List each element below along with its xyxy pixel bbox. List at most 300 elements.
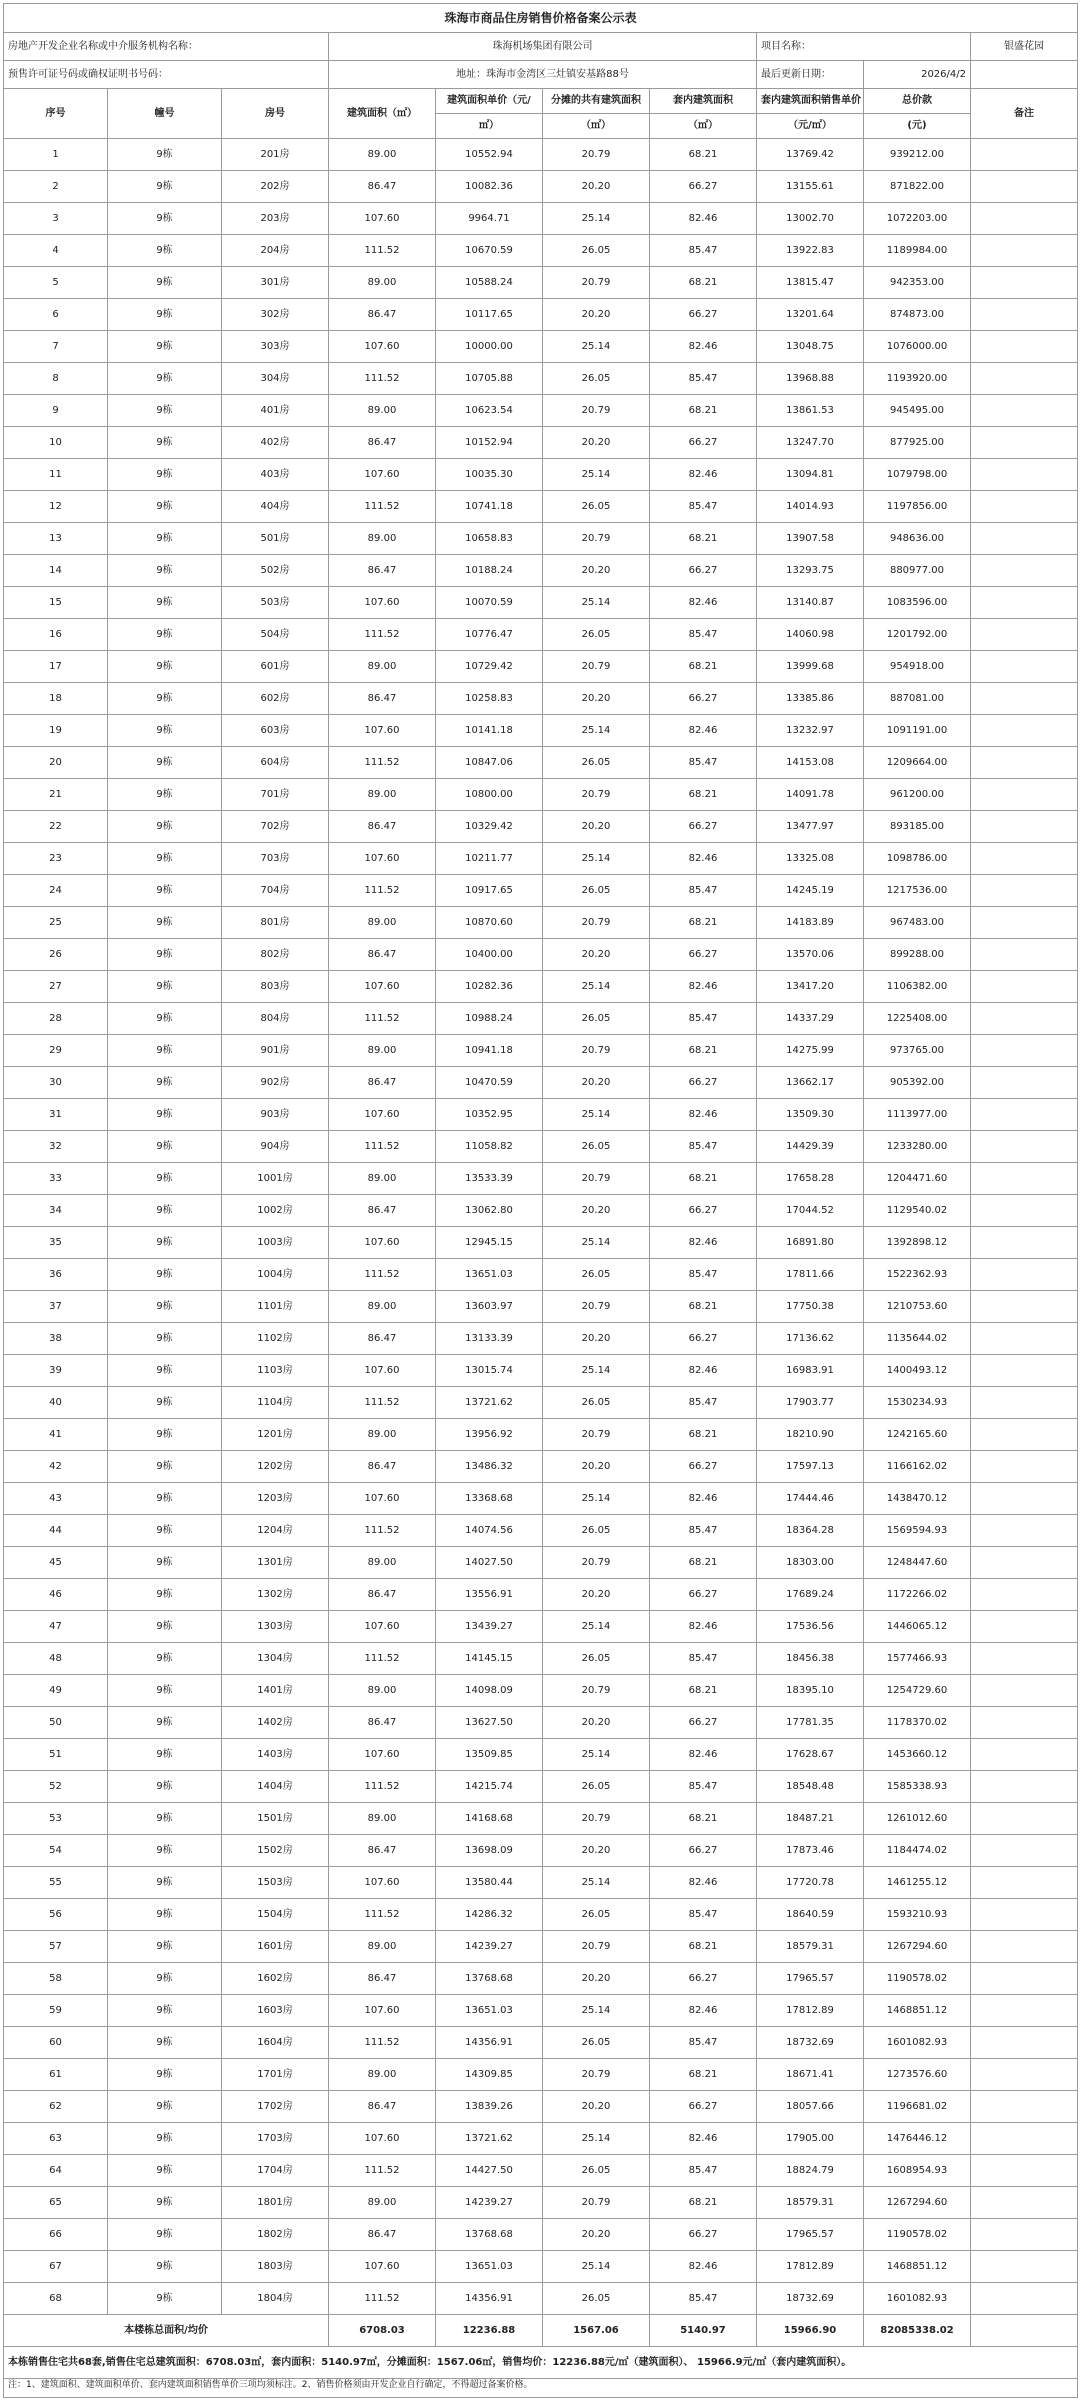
row-remark [971, 875, 1078, 907]
row-area: 111.52 [329, 1259, 436, 1291]
table-row [4, 1995, 1078, 2027]
row-inner-price: 13417.20 [757, 971, 864, 1003]
row-area: 86.47 [329, 427, 436, 459]
row-remark [971, 1931, 1078, 1963]
row-room: 701房 [222, 779, 329, 811]
row-inner-price: 18671.41 [757, 2059, 864, 2091]
row-unit-price: 13956.92 [436, 1419, 543, 1451]
row-building: 9栋 [108, 1547, 222, 1579]
row-inner: 85.47 [650, 1771, 757, 1803]
row-unit-price: 10188.24 [436, 555, 543, 587]
row-inner-price: 14275.99 [757, 1035, 864, 1067]
row-inner-price: 17658.28 [757, 1163, 864, 1195]
row-shared: 26.05 [543, 363, 650, 395]
row-shared: 26.05 [543, 1515, 650, 1547]
row-room: 1003房 [222, 1227, 329, 1259]
row-seq: 40 [4, 1387, 108, 1419]
row-remark [971, 1963, 1078, 1995]
row-shared: 20.20 [543, 555, 650, 587]
row-area: 86.47 [329, 1067, 436, 1099]
row-inner: 68.21 [650, 523, 757, 555]
row-remark [971, 1899, 1078, 1931]
totals-shared: 1567.06 [543, 2315, 650, 2347]
row-remark [971, 747, 1078, 779]
table-row [4, 1067, 1078, 1099]
row-unit-price: 10035.30 [436, 459, 543, 491]
row-area: 111.52 [329, 1899, 436, 1931]
row-inner: 68.21 [650, 1291, 757, 1323]
row-remark [971, 2123, 1078, 2155]
row-remark [971, 171, 1078, 203]
row-unit-price: 14239.27 [436, 2187, 543, 2219]
row-area: 89.00 [329, 1163, 436, 1195]
row-unit-price: 10917.65 [436, 875, 543, 907]
row-building: 9栋 [108, 971, 222, 1003]
row-area: 107.60 [329, 1867, 436, 1899]
row-inner: 85.47 [650, 2283, 757, 2315]
row-seq: 28 [4, 1003, 108, 1035]
row-area: 89.00 [329, 1419, 436, 1451]
row-seq: 26 [4, 939, 108, 971]
row-area: 111.52 [329, 235, 436, 267]
row-shared: 20.20 [543, 2219, 650, 2251]
row-seq: 48 [4, 1643, 108, 1675]
row-total-price: 1601082.93 [864, 2027, 971, 2059]
row-shared: 26.05 [543, 1899, 650, 1931]
row-unit-price: 10352.95 [436, 1099, 543, 1131]
row-unit-price: 13721.62 [436, 2123, 543, 2155]
row-unit-price: 10870.60 [436, 907, 543, 939]
row-unit-price: 10070.59 [436, 587, 543, 619]
row-remark [971, 2059, 1078, 2091]
totals-label: 本楼栋总面积/均价 [4, 2315, 329, 2347]
row-area: 111.52 [329, 2155, 436, 2187]
row-remark [971, 715, 1078, 747]
row-area: 89.00 [329, 779, 436, 811]
row-inner-price: 13769.42 [757, 139, 864, 171]
row-total-price: 874873.00 [864, 299, 971, 331]
row-total-price: 1193920.00 [864, 363, 971, 395]
row-room: 1203房 [222, 1483, 329, 1515]
row-building: 9栋 [108, 331, 222, 363]
row-total-price: 1106382.00 [864, 971, 971, 1003]
row-inner: 82.46 [650, 1355, 757, 1387]
row-area: 89.00 [329, 907, 436, 939]
row-total-price: 1400493.12 [864, 1355, 971, 1387]
row-seq: 67 [4, 2251, 108, 2283]
row-inner-price: 18640.59 [757, 1899, 864, 1931]
row-room: 1301房 [222, 1547, 329, 1579]
row-seq: 4 [4, 235, 108, 267]
row-total-price: 880977.00 [864, 555, 971, 587]
row-room: 1204房 [222, 1515, 329, 1547]
table-row [4, 1355, 1078, 1387]
row-room: 403房 [222, 459, 329, 491]
row-area: 89.00 [329, 1803, 436, 1835]
row-area: 89.00 [329, 395, 436, 427]
row-remark [971, 267, 1078, 299]
row-building: 9栋 [108, 1387, 222, 1419]
developer-value: 珠海机场集团有限公司 [329, 33, 757, 61]
row-building: 9栋 [108, 427, 222, 459]
row-seq: 53 [4, 1803, 108, 1835]
row-shared: 20.20 [543, 939, 650, 971]
row-unit-price: 10552.94 [436, 139, 543, 171]
row-total-price: 1476446.12 [864, 2123, 971, 2155]
row-remark [971, 619, 1078, 651]
row-seq: 25 [4, 907, 108, 939]
price-table [3, 3, 1078, 2398]
row-building: 9栋 [108, 1899, 222, 1931]
row-remark [971, 1995, 1078, 2027]
row-shared: 25.14 [543, 459, 650, 491]
row-inner-price: 18456.38 [757, 1643, 864, 1675]
row-unit-price: 14215.74 [436, 1771, 543, 1803]
row-inner: 82.46 [650, 459, 757, 491]
note-text: 注：1、建筑面积、建筑面积单价、套内建筑面积销售单价三项均须标注。2、销售价格须由开发企业自行确定，不得超过备案价格。 [4, 2379, 1078, 2398]
row-building: 9栋 [108, 2155, 222, 2187]
row-remark [971, 939, 1078, 971]
row-seq: 23 [4, 843, 108, 875]
row-room: 1803房 [222, 2251, 329, 2283]
table-row [4, 587, 1078, 619]
col-seq: 序号 [4, 89, 108, 139]
row-seq: 63 [4, 2123, 108, 2155]
row-building: 9栋 [108, 2123, 222, 2155]
row-total-price: 1204471.60 [864, 1163, 971, 1195]
row-building: 9栋 [108, 1995, 222, 2027]
row-inner: 85.47 [650, 619, 757, 651]
row-total-price: 1201792.00 [864, 619, 971, 651]
row-building: 9栋 [108, 1419, 222, 1451]
table-row [4, 1003, 1078, 1035]
row-building: 9栋 [108, 1739, 222, 1771]
row-room: 601房 [222, 651, 329, 683]
row-room: 1101房 [222, 1291, 329, 1323]
table-row [4, 619, 1078, 651]
row-inner: 82.46 [650, 331, 757, 363]
row-inner: 68.21 [650, 907, 757, 939]
row-seq: 10 [4, 427, 108, 459]
row-seq: 14 [4, 555, 108, 587]
row-area: 89.00 [329, 139, 436, 171]
row-building: 9栋 [108, 811, 222, 843]
row-shared: 20.20 [543, 683, 650, 715]
row-shared: 20.79 [543, 1291, 650, 1323]
row-inner-price: 18824.79 [757, 2155, 864, 2187]
row-total-price: 1267294.60 [864, 2187, 971, 2219]
row-shared: 25.14 [543, 1739, 650, 1771]
row-inner: 68.21 [650, 1547, 757, 1579]
row-unit-price: 13486.32 [436, 1451, 543, 1483]
row-building: 9栋 [108, 171, 222, 203]
row-inner: 82.46 [650, 2251, 757, 2283]
table-row [4, 203, 1078, 235]
row-shared: 20.20 [543, 1835, 650, 1867]
row-seq: 54 [4, 1835, 108, 1867]
row-inner-price: 18732.69 [757, 2283, 864, 2315]
row-remark [971, 491, 1078, 523]
row-total-price: 948636.00 [864, 523, 971, 555]
row-building: 9栋 [108, 1259, 222, 1291]
row-inner: 68.21 [650, 1931, 757, 1963]
row-seq: 51 [4, 1739, 108, 1771]
row-seq: 2 [4, 171, 108, 203]
row-area: 107.60 [329, 1611, 436, 1643]
row-building: 9栋 [108, 1451, 222, 1483]
row-unit-price: 10847.06 [436, 747, 543, 779]
row-room: 201房 [222, 139, 329, 171]
row-room: 801房 [222, 907, 329, 939]
row-total-price: 1248447.60 [864, 1547, 971, 1579]
row-area: 111.52 [329, 1771, 436, 1803]
row-seq: 12 [4, 491, 108, 523]
row-remark [971, 1227, 1078, 1259]
row-inner-price: 14183.89 [757, 907, 864, 939]
row-remark [971, 427, 1078, 459]
col-inner-unit: （㎡） [650, 114, 757, 139]
row-inner-price: 18579.31 [757, 2187, 864, 2219]
row-remark [971, 523, 1078, 555]
row-total-price: 871822.00 [864, 171, 971, 203]
row-total-price: 1233280.00 [864, 1131, 971, 1163]
row-shared: 25.14 [543, 2123, 650, 2155]
row-room: 704房 [222, 875, 329, 907]
row-shared: 20.79 [543, 1803, 650, 1835]
row-shared: 20.79 [543, 779, 650, 811]
row-building: 9栋 [108, 2251, 222, 2283]
row-inner-price: 18303.00 [757, 1547, 864, 1579]
row-inner-price: 17781.35 [757, 1707, 864, 1739]
row-building: 9栋 [108, 651, 222, 683]
row-inner: 68.21 [650, 1803, 757, 1835]
col-building: 幢号 [108, 89, 222, 139]
row-inner-price: 17720.78 [757, 1867, 864, 1899]
row-remark [971, 1803, 1078, 1835]
row-inner-price: 17044.52 [757, 1195, 864, 1227]
row-shared: 20.79 [543, 1547, 650, 1579]
row-remark [971, 1195, 1078, 1227]
table-row [4, 1963, 1078, 1995]
row-building: 9栋 [108, 1579, 222, 1611]
col-room: 房号 [222, 89, 329, 139]
row-shared: 25.14 [543, 203, 650, 235]
col-remark: 备注 [971, 89, 1078, 139]
row-unit-price: 10400.00 [436, 939, 543, 971]
row-total-price: 1577466.93 [864, 1643, 971, 1675]
row-unit-price: 13627.50 [436, 1707, 543, 1739]
row-shared: 26.05 [543, 1131, 650, 1163]
row-building: 9栋 [108, 2059, 222, 2091]
row-remark [971, 2155, 1078, 2187]
row-building: 9栋 [108, 2187, 222, 2219]
row-area: 89.00 [329, 267, 436, 299]
row-total-price: 945495.00 [864, 395, 971, 427]
row-room: 1402房 [222, 1707, 329, 1739]
row-shared: 25.14 [543, 2251, 650, 2283]
row-inner: 66.27 [650, 1067, 757, 1099]
row-area: 107.60 [329, 1099, 436, 1131]
row-seq: 22 [4, 811, 108, 843]
row-room: 301房 [222, 267, 329, 299]
row-shared: 20.20 [543, 1707, 650, 1739]
table-row [4, 331, 1078, 363]
row-seq: 64 [4, 2155, 108, 2187]
row-seq: 61 [4, 2059, 108, 2091]
row-unit-price: 10658.83 [436, 523, 543, 555]
row-inner: 85.47 [650, 235, 757, 267]
table-row [4, 2091, 1078, 2123]
col-inner: 套内建筑面积 [650, 89, 757, 114]
row-total-price: 1217536.00 [864, 875, 971, 907]
row-room: 502房 [222, 555, 329, 587]
table-row [4, 491, 1078, 523]
row-seq: 32 [4, 1131, 108, 1163]
table-row [4, 715, 1078, 747]
row-room: 1801房 [222, 2187, 329, 2219]
row-remark [971, 2283, 1078, 2315]
table-row [4, 1771, 1078, 1803]
row-area: 107.60 [329, 715, 436, 747]
row-inner: 82.46 [650, 2123, 757, 2155]
row-room: 901房 [222, 1035, 329, 1067]
row-shared: 25.14 [543, 971, 650, 1003]
row-total-price: 1461255.12 [864, 1867, 971, 1899]
row-inner-price: 16891.80 [757, 1227, 864, 1259]
row-shared: 26.05 [543, 875, 650, 907]
row-inner-price: 18210.90 [757, 1419, 864, 1451]
col-inner-price: 套内建筑面积销售单价 [757, 89, 864, 114]
row-room: 303房 [222, 331, 329, 363]
row-inner: 85.47 [650, 1131, 757, 1163]
row-area: 86.47 [329, 811, 436, 843]
row-seq: 45 [4, 1547, 108, 1579]
row-room: 1102房 [222, 1323, 329, 1355]
row-seq: 50 [4, 1707, 108, 1739]
row-shared: 25.14 [543, 1355, 650, 1387]
row-area: 107.60 [329, 971, 436, 1003]
table-row [4, 363, 1078, 395]
row-unit-price: 14168.68 [436, 1803, 543, 1835]
row-area: 111.52 [329, 2027, 436, 2059]
row-total-price: 1601082.93 [864, 2283, 971, 2315]
row-inner: 66.27 [650, 2219, 757, 2251]
row-shared: 26.05 [543, 1003, 650, 1035]
row-area: 86.47 [329, 2219, 436, 2251]
row-area: 111.52 [329, 747, 436, 779]
row-room: 1401房 [222, 1675, 329, 1707]
row-inner-price: 17873.46 [757, 1835, 864, 1867]
row-shared: 25.14 [543, 843, 650, 875]
row-total-price: 1273576.60 [864, 2059, 971, 2091]
row-unit-price: 14239.27 [436, 1931, 543, 1963]
row-inner-price: 13999.68 [757, 651, 864, 683]
row-room: 1703房 [222, 2123, 329, 2155]
row-unit-price: 10141.18 [436, 715, 543, 747]
row-unit-price: 10117.65 [436, 299, 543, 331]
row-remark [971, 587, 1078, 619]
row-remark [971, 139, 1078, 171]
row-room: 203房 [222, 203, 329, 235]
row-room: 1302房 [222, 1579, 329, 1611]
row-shared: 25.14 [543, 331, 650, 363]
row-area: 107.60 [329, 1355, 436, 1387]
page-title: 珠海市商品住房销售价格备案公示表 [4, 4, 1078, 33]
row-seq: 5 [4, 267, 108, 299]
row-inner-price: 17750.38 [757, 1291, 864, 1323]
address: 地址：珠海市金湾区三灶镇安基路88号 [329, 61, 757, 89]
row-area: 107.60 [329, 1739, 436, 1771]
row-total-price: 1196681.02 [864, 2091, 971, 2123]
row-inner-price: 13815.47 [757, 267, 864, 299]
totals-row [4, 2315, 1078, 2347]
table-row [4, 1387, 1078, 1419]
row-shared: 20.79 [543, 395, 650, 427]
row-remark [971, 363, 1078, 395]
row-total-price: 1072203.00 [864, 203, 971, 235]
row-remark [971, 1099, 1078, 1131]
row-area: 111.52 [329, 2283, 436, 2315]
table-row [4, 2155, 1078, 2187]
row-seq: 7 [4, 331, 108, 363]
row-remark [971, 331, 1078, 363]
row-room: 402房 [222, 427, 329, 459]
permit-label: 预售许可证号码或确权证明书号码： [4, 61, 329, 89]
row-room: 1702房 [222, 2091, 329, 2123]
row-room: 604房 [222, 747, 329, 779]
row-total-price: 905392.00 [864, 1067, 971, 1099]
table-row [4, 1515, 1078, 1547]
row-remark [971, 299, 1078, 331]
row-total-price: 1184474.02 [864, 1835, 971, 1867]
row-total-price: 1190578.02 [864, 1963, 971, 1995]
row-building: 9栋 [108, 779, 222, 811]
row-inner: 66.27 [650, 555, 757, 587]
row-room: 1504房 [222, 1899, 329, 1931]
row-room: 1304房 [222, 1643, 329, 1675]
row-room: 1004房 [222, 1259, 329, 1291]
row-total-price: 1254729.60 [864, 1675, 971, 1707]
row-inner-price: 14014.93 [757, 491, 864, 523]
row-remark [971, 843, 1078, 875]
row-inner: 85.47 [650, 363, 757, 395]
row-remark [971, 203, 1078, 235]
table-row [4, 1419, 1078, 1451]
row-inner: 82.46 [650, 715, 757, 747]
row-remark [971, 1835, 1078, 1867]
row-inner: 82.46 [650, 1867, 757, 1899]
row-remark [971, 1579, 1078, 1611]
row-total-price: 1261012.60 [864, 1803, 971, 1835]
row-building: 9栋 [108, 2091, 222, 2123]
row-inner-price: 17965.57 [757, 2219, 864, 2251]
row-building: 9栋 [108, 363, 222, 395]
row-room: 401房 [222, 395, 329, 427]
row-unit-price: 14286.32 [436, 1899, 543, 1931]
row-inner-price: 17812.89 [757, 1995, 864, 2027]
row-building: 9栋 [108, 747, 222, 779]
row-area: 107.60 [329, 1483, 436, 1515]
row-shared: 25.14 [543, 1227, 650, 1259]
row-total-price: 1079798.00 [864, 459, 971, 491]
table-row [4, 907, 1078, 939]
row-remark [971, 779, 1078, 811]
row-inner: 85.47 [650, 1643, 757, 1675]
developer-label: 房地产开发企业名称或中介服务机构名称： [4, 33, 329, 61]
row-remark [971, 1515, 1078, 1547]
row-shared: 26.05 [543, 747, 650, 779]
row-building: 9栋 [108, 1483, 222, 1515]
